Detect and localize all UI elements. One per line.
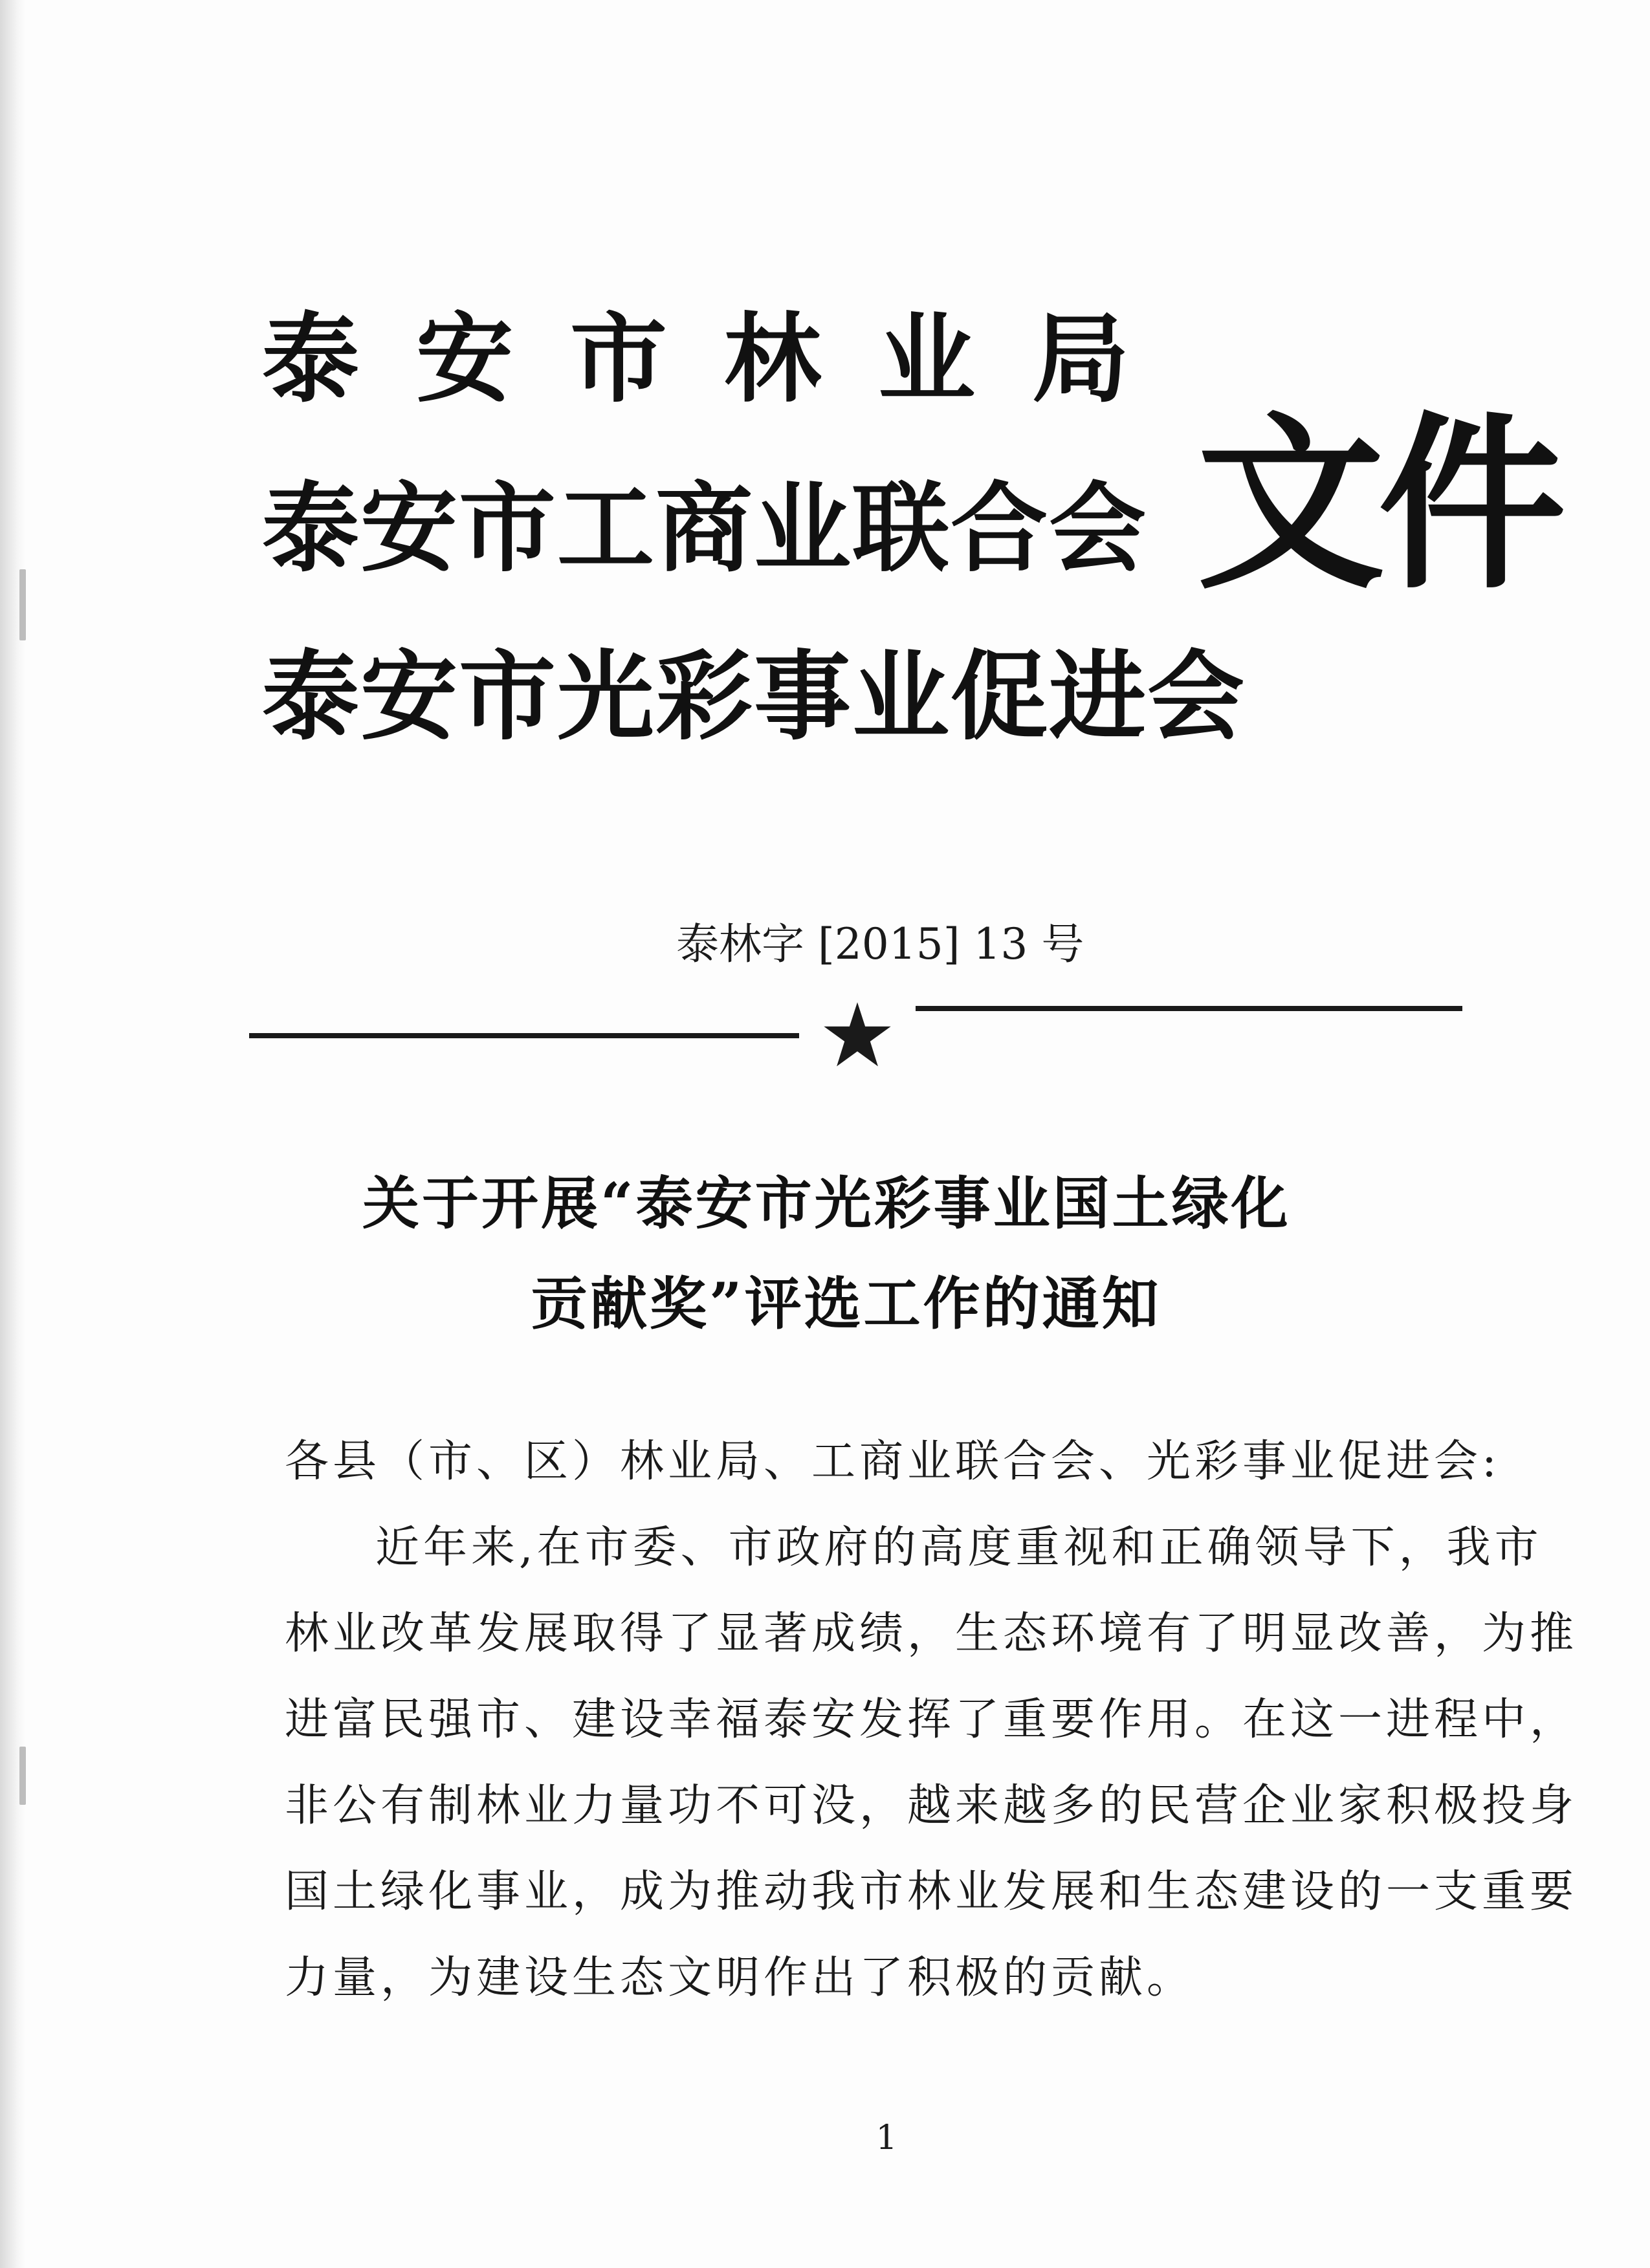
issuer-guangcai-promotion-association: 泰安市光彩事业促进会	[262, 640, 1246, 754]
body-line: 近年来,在市委、市政府的高度重视和正确领导下，我市	[375, 1522, 1543, 1573]
star-icon	[822, 999, 893, 1071]
issuer-forestry-bureau: 泰安市林业局	[262, 302, 1187, 416]
notice-title-line: 关于开展“泰安市光彩事业国土绿化	[362, 1170, 1291, 1237]
notice-title-line: 贡献奖”评选工作的通知	[531, 1270, 1161, 1337]
body-line: 林业改革发展取得了显著成绩，生态环境有了明显改善，为推	[285, 1608, 1578, 1659]
document-type-label: 文件	[1197, 395, 1559, 615]
issuer-federation-of-industry-and-commerce: 泰安市工商业联合会	[262, 472, 1148, 585]
salutation: 各县（市、区）林业局、工商业联合会、光彩事业促进会:	[285, 1436, 1501, 1487]
body-line: 非公有制林业力量功不可没，越来越多的民营企业家积极投身	[285, 1780, 1578, 1831]
body-line: 力量，为建设生态文明作出了积极的贡献。	[285, 1952, 1195, 2003]
header-rule-left	[249, 1033, 799, 1038]
document-number: 泰林字 [2015] 13 号	[676, 919, 1084, 969]
header-rule-right	[916, 1006, 1462, 1011]
body-line: 国土绿化事业，成为推动我市林业发展和生态建设的一支重要	[285, 1866, 1578, 1917]
page-number: 1	[875, 2119, 897, 2157]
page-edge-shadow	[0, 0, 26, 2268]
body-line: 进富民强市、建设幸福泰安发挥了重要作用。在这一进程中，	[285, 1694, 1578, 1745]
binding-mark	[19, 1747, 26, 1805]
binding-mark	[19, 569, 26, 640]
